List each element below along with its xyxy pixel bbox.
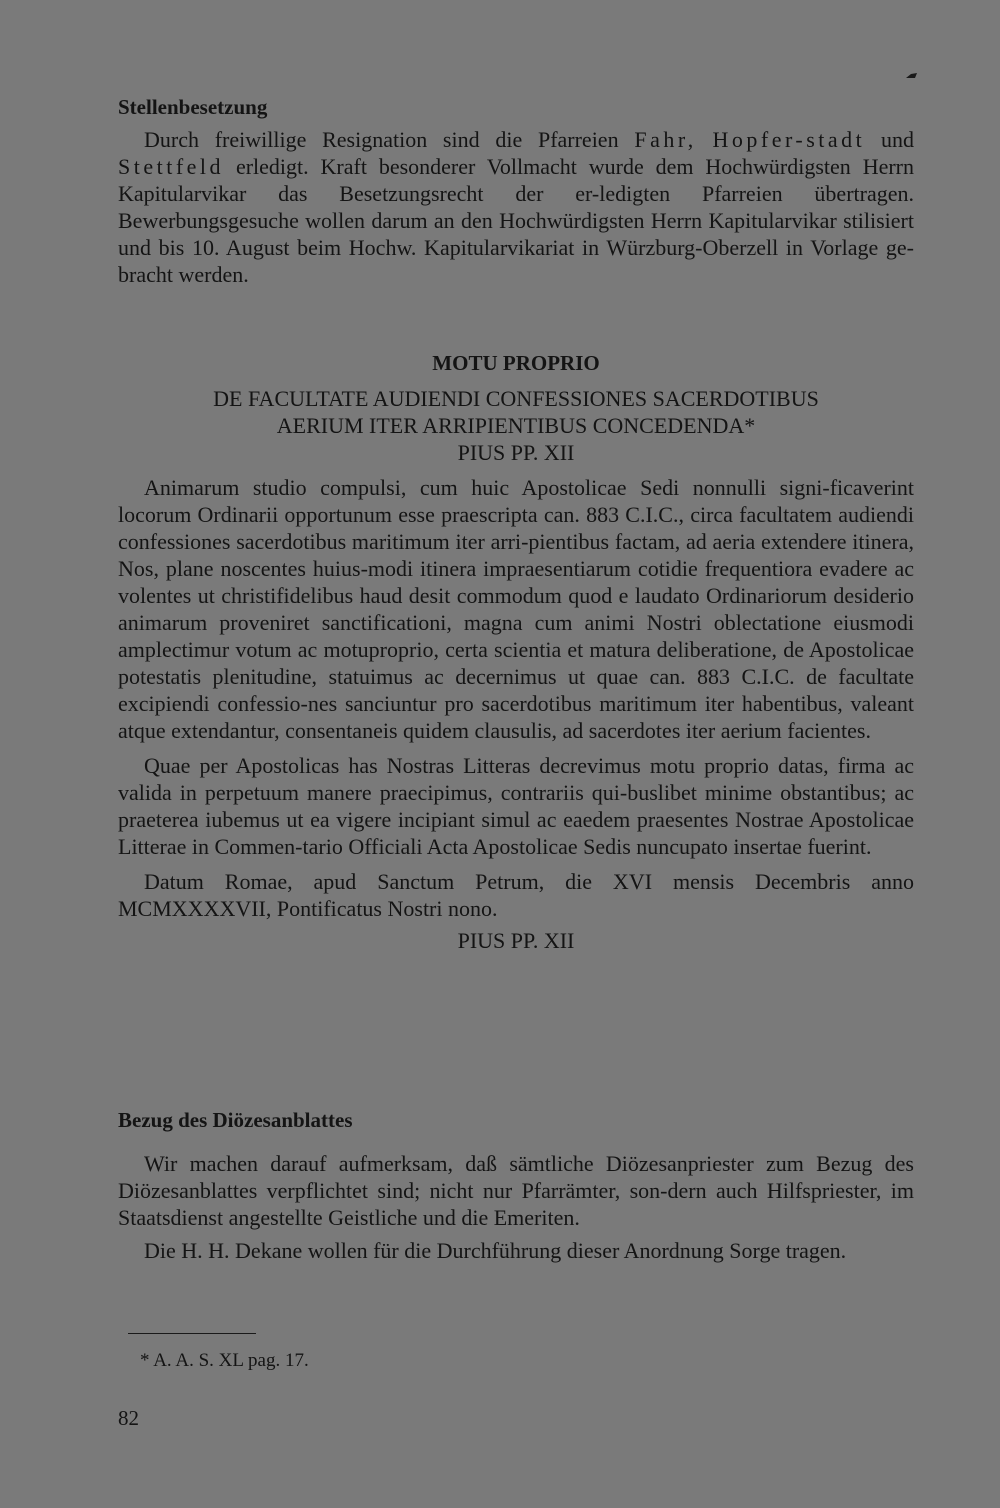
section-stellenbesetzung [118, 93, 914, 288]
motu-author: PIUS PP. XII [457, 440, 575, 465]
parish-name: Hopfer-stadt [712, 127, 866, 152]
paragraph-text: erledigt. Kraft besonderer Vollmacht wurde dem Hochwürdigsten Herrn Kapitularvikar das Besetzungsrecht der er-ledigten Pfarreien übertragen. Bewerbungsgesuche wollen darum an den Hochwürdigsten Herrn Kapitularvikar stilisiert und bis 10. August beim Hochw. Kapitularvikariat in Würzburg-Oberzell in Vorlage ge-bracht werden. [118, 154, 914, 287]
parish-name: Stettfeld [118, 154, 225, 179]
page-number: 82 [118, 1406, 139, 1430]
parish-name: Fahr, [634, 127, 697, 152]
paragraph-text: und [881, 127, 915, 152]
section-heading: Bezug des Diözesanblattes [118, 1108, 353, 1132]
paragraph [118, 126, 914, 288]
motu-subtitle: DE FACULTATE AUDIENDI CONFESSIONES SACERDOTIBUS [213, 386, 819, 411]
section-motu-proprio [118, 350, 914, 954]
footnote: * A. A. S. XL pag. 17. [140, 1350, 309, 1371]
paragraph: Quae per Apostolicas has Nostras Litteras decrevimus motu proprio datas, firma ac valida in perpetuum manere praecipimus, contrariis qui-buslibet minime obstantibus; ac praeterea iubemus ut ea vigere incipiant simul ac eaedem praesentes Nostrae Apostolicae Litterae in Commen-tario Officiali Acta Apostolicae Sedis nuncupato insertae fuerint. [118, 753, 914, 859]
paragraph: Die H. H. Dekane wollen für die Durchführung dieser Anordnung Sorge tragen. [144, 1238, 847, 1263]
footnote-rule [128, 1333, 256, 1334]
section-bezug [118, 1106, 914, 1264]
paragraph: Animarum studio compulsi, cum huic Apostolicae Sedi nonnulli signi-ficaverint locorum Ordinarii opportunum esse praescripta can. 883 C.I.C., circa facultatem audiendi confessiones sacerdotibus maritimum iter arri-pientibus factam, ad aeria extendere itinera, Nos, plane noscentes huius-modi itinera impraesentiarum cotidie frequentiora evadere ac volentes ut christifidelibus haud desit commodum quod e laudato Ordinariorum desiderio animarum proveniret sanctificationi, magna cum animi Nostri oblectatione eiusmodi amplectimur votum ac motuproprio, certa scientia et matura deliberatione, de Apostolicae potestatis plenitudine, statuimus ac decernimus ut quae can. 883 C.I.C. de facultate excipiendi confessio-nes sanciuntur pro sacerdotibus maritimum iter habentibus, valeant atque extendantur, consentaneis quidem clausulis, ad sacerdotes iter aerium facientes. [118, 475, 914, 743]
paragraph: Datum Romae, apud Sanctum Petrum, die XVI mensis Decembris anno MCMXXXXVII, Pontificatus Nostri nono. [118, 869, 914, 921]
paragraph: Wir machen darauf aufmerksam, daß sämtliche Diözesanpriester zum Bezug des Diözesanblattes verpflichtet sind; nicht nur Pfarrämter, son-dern auch Hilfspriester, im Staatsdienst angestellte Geistliche und die Emeriten. [118, 1151, 914, 1230]
signature: PIUS PP. XII [457, 928, 575, 953]
section-heading: Stellenbesetzung [118, 95, 268, 119]
motu-title: MOTU PROPRIO [432, 351, 600, 375]
ink-mark [905, 72, 918, 80]
paragraph-text: Durch freiwillige Resignation sind die Pfarreien [144, 127, 619, 152]
motu-subtitle: AERIUM ITER ARRIPIENTIBUS CONCEDENDA* [276, 413, 756, 438]
